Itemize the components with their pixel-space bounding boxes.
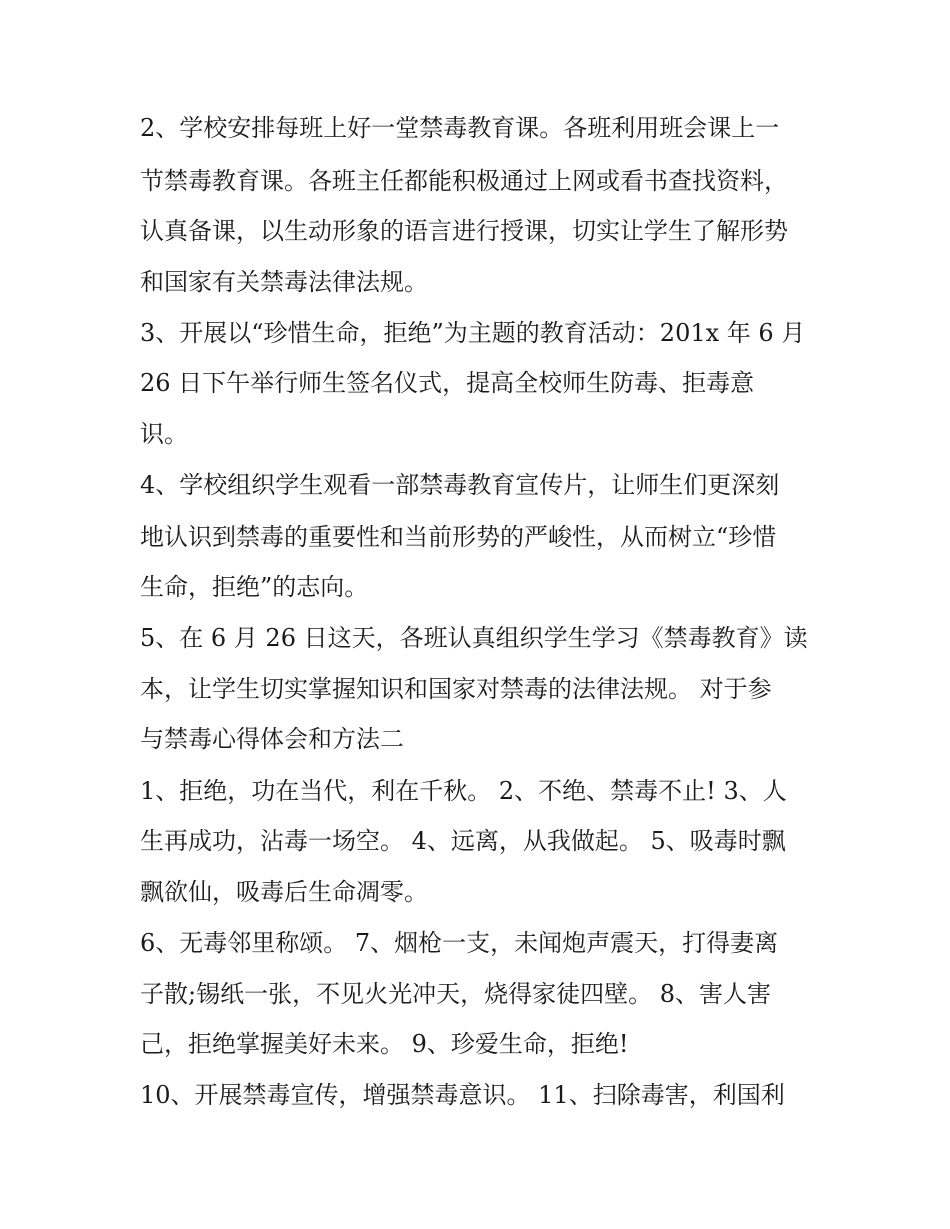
text-line: 10、开展禁毒宣传，增强禁毒意识。 11、扫除毒害，利国利 bbox=[140, 1081, 785, 1109]
text-line: 6、无毒邻里称颂。 7、烟枪一支，未闻炮声震天，打得妻离 bbox=[140, 929, 779, 957]
text-line: 1、拒绝，功在当代，利在千秋。 2、不绝、禁毒不止! 3、人 bbox=[140, 777, 787, 805]
text-line: 子散;锡纸一张，不见火光冲天，烧得家徒四壁。 8、害人害 bbox=[140, 980, 771, 1008]
text-line: 认真备课，以生动形象的语言进行授课，切实让学生了解形势 bbox=[140, 217, 788, 245]
text-line: 4、学校组织学生观看一部禁毒教育宣传片，让师生们更深刻 bbox=[140, 471, 780, 499]
text-line: 与禁毒心得体会和方法二 bbox=[140, 725, 404, 753]
text-line: 生再成功，沾毒一场空。 4、远离，从我做起。 5、吸毒时飘 bbox=[140, 827, 786, 855]
text-line: 26 日下午举行师生签名仪式，提高全校师生防毒、拒毒意 bbox=[140, 369, 755, 397]
text-line: 和国家有关禁毒法律法规。 bbox=[140, 268, 428, 296]
text-line: 地认识到禁毒的重要性和当前形势的严峻性，从而树立“珍惜 bbox=[140, 523, 777, 551]
text-line: 飘欲仙，吸毒后生命凋零。 bbox=[140, 878, 428, 906]
text-line: 本，让学生切实掌握知识和国家对禁毒的法律法规。 对于参 bbox=[140, 675, 772, 703]
text-line: 识。 bbox=[140, 420, 188, 448]
text-line: 5、在 6 月 26 日这天，各班认真组织学生学习《禁毒教育》读 bbox=[140, 624, 808, 652]
text-line: 己，拒绝掌握美好未来。 9、珍爱生命，拒绝! bbox=[140, 1030, 629, 1058]
text-line: 2、学校安排每班上好一堂禁毒教育课。各班利用班会课上一 bbox=[140, 114, 780, 142]
text-line: 生命，拒绝”的志向。 bbox=[140, 573, 369, 601]
text-line: 3、开展以“珍惜生命，拒绝”为主题的教育活动：201x 年 6 月 bbox=[140, 319, 806, 347]
text-line: 节禁毒教育课。各班主任都能积极通过上网或看书查找资料， bbox=[140, 167, 788, 195]
